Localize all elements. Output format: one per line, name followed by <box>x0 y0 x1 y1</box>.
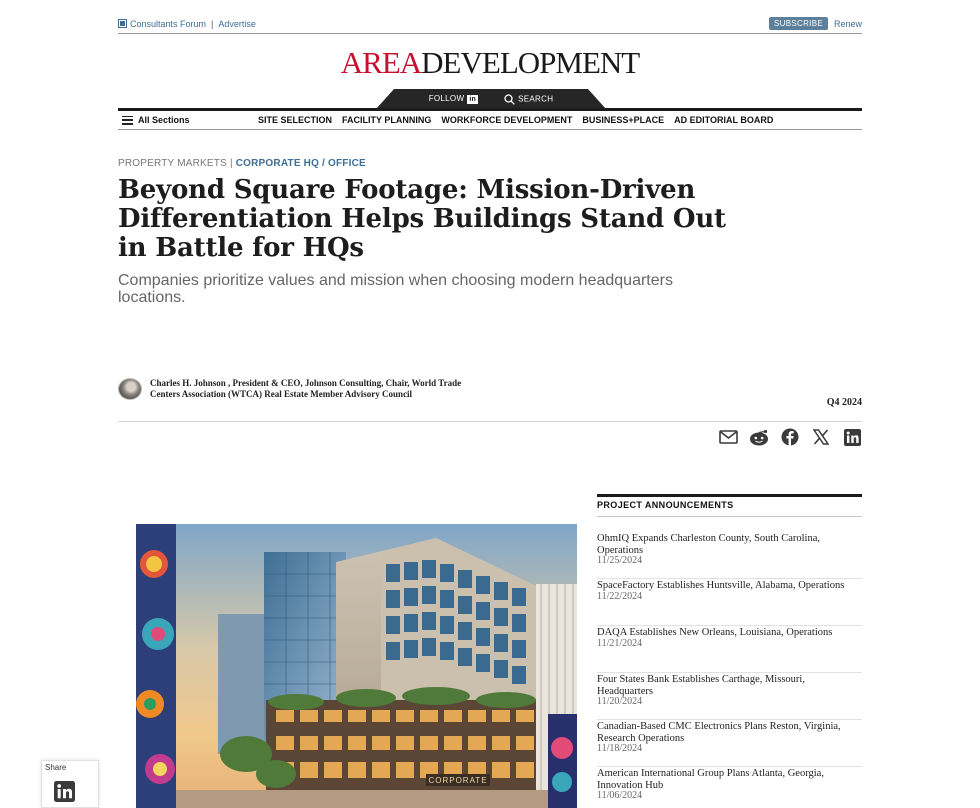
announcement-list <box>597 532 862 808</box>
article-dek: Companies prioritize values and mission when choosing modern headquarters locations. <box>118 272 673 306</box>
announcement-date: 11/21/2024 <box>597 637 643 649</box>
x-icon[interactable] <box>811 428 831 446</box>
announcement-title[interactable]: Four States Bank Establishes Carthage, Missouri, Headquarters <box>597 674 805 697</box>
facebook-icon[interactable] <box>780 428 800 446</box>
announcement-date: 11/18/2024 <box>597 743 643 754</box>
nav-business-place[interactable]: BUSINESS+PLACE <box>582 115 665 125</box>
nav-workforce-development[interactable]: WORKFORCE DEVELOPMENT <box>441 115 573 125</box>
crumb-corporate-hq[interactable]: CORPORATE HQ / OFFICE <box>235 158 366 169</box>
utility-left <box>118 19 256 29</box>
search-label: SEARCH <box>518 94 554 104</box>
sidebar-heading: PROJECT ANNOUNCEMENTS <box>597 497 862 517</box>
announcement-date: 11/20/2024 <box>597 696 643 707</box>
follow-search-tab <box>376 89 606 109</box>
advertise-link[interactable]: Advertise <box>218 18 256 29</box>
renew-link[interactable]: Renew <box>833 18 862 29</box>
reddit-icon[interactable] <box>749 428 769 446</box>
nav-ad-editorial-board[interactable]: AD EDITORIAL BOARD <box>674 115 774 125</box>
nav-facility-planning[interactable]: FACILITY PLANNING <box>342 115 432 125</box>
main-nav <box>118 108 862 130</box>
nav-links <box>258 115 773 125</box>
linkedin-mini-icon: in <box>469 96 477 103</box>
share-linkedin-icon[interactable] <box>54 781 75 807</box>
issue-label: Q4 2024 <box>826 397 862 408</box>
list-item[interactable] <box>597 532 862 579</box>
nav-site-selection[interactable]: SITE SELECTION <box>258 115 333 125</box>
article-title: Beyond Square Footage: Mission-Driven Differentiation Helps Buildings Stand Out in Battle for HQs <box>118 175 726 263</box>
list-item[interactable] <box>597 673 862 720</box>
menu-icon <box>122 116 133 125</box>
announcement-date: 11/06/2024 <box>597 790 643 801</box>
follow-label: FOLLOW <box>428 94 465 103</box>
linkedin-icon[interactable] <box>842 428 862 446</box>
social-share-bar <box>718 428 862 446</box>
utility-separator: | <box>211 18 214 29</box>
building-sign: CORPORATE <box>428 776 488 785</box>
announcement-title[interactable]: DAQA Establishes New Orleans, Louisiana, Operations <box>597 627 833 638</box>
announcement-title[interactable]: SpaceFactory Establishes Huntsville, Alabama, Operations <box>597 580 845 591</box>
mail-icon[interactable] <box>718 428 738 446</box>
forum-icon <box>118 19 127 28</box>
utility-bar <box>118 14 862 34</box>
search-button[interactable] <box>504 94 553 105</box>
breadcrumb <box>118 158 862 169</box>
hero-image <box>136 524 577 808</box>
announcement-date: 11/25/2024 <box>597 555 643 566</box>
share-label: Share <box>45 763 67 772</box>
corporate-hq-illustration <box>136 524 577 808</box>
subscribe-button[interactable]: SUBSCRIBE <box>769 17 828 30</box>
author-avatar <box>118 378 142 400</box>
logo-area: AREA <box>340 45 422 80</box>
list-item[interactable] <box>597 720 862 767</box>
list-item[interactable] <box>597 626 862 673</box>
site-logo[interactable] <box>0 44 980 82</box>
list-item[interactable] <box>597 767 862 808</box>
consultants-forum-link[interactable]: Consultants Forum <box>130 18 207 29</box>
announcement-title[interactable]: Canadian-Based CMC Electronics Plans Reston, Virginia, Research Operations <box>597 721 841 744</box>
follow-linkedin-button[interactable] <box>429 94 478 104</box>
project-announcements <box>597 494 862 808</box>
logo-development: DEVELOPMENT <box>421 45 640 80</box>
list-item[interactable] <box>597 579 862 626</box>
announcement-title[interactable]: OhmIQ Expands Charleston County, South Carolina, Operations <box>597 533 821 556</box>
search-icon <box>504 94 515 105</box>
author-credit: Charles H. Johnson , President & CEO, Johnson Consulting, Chair, World Trade Centers Association (WTCA) Real Estate Member Advisory Council <box>150 378 462 399</box>
all-sections-label: All Sections <box>138 115 190 125</box>
announcement-date: 11/22/2024 <box>597 590 643 602</box>
utility-right <box>769 17 862 30</box>
announcement-title[interactable]: American International Group Plans Atlanta, Georgia, Innovation Hub <box>597 768 824 791</box>
byline <box>118 378 862 422</box>
all-sections-button[interactable] <box>118 115 258 125</box>
crumb-property-markets[interactable]: PROPERTY MARKETS | <box>118 158 233 169</box>
floating-share <box>41 760 99 808</box>
